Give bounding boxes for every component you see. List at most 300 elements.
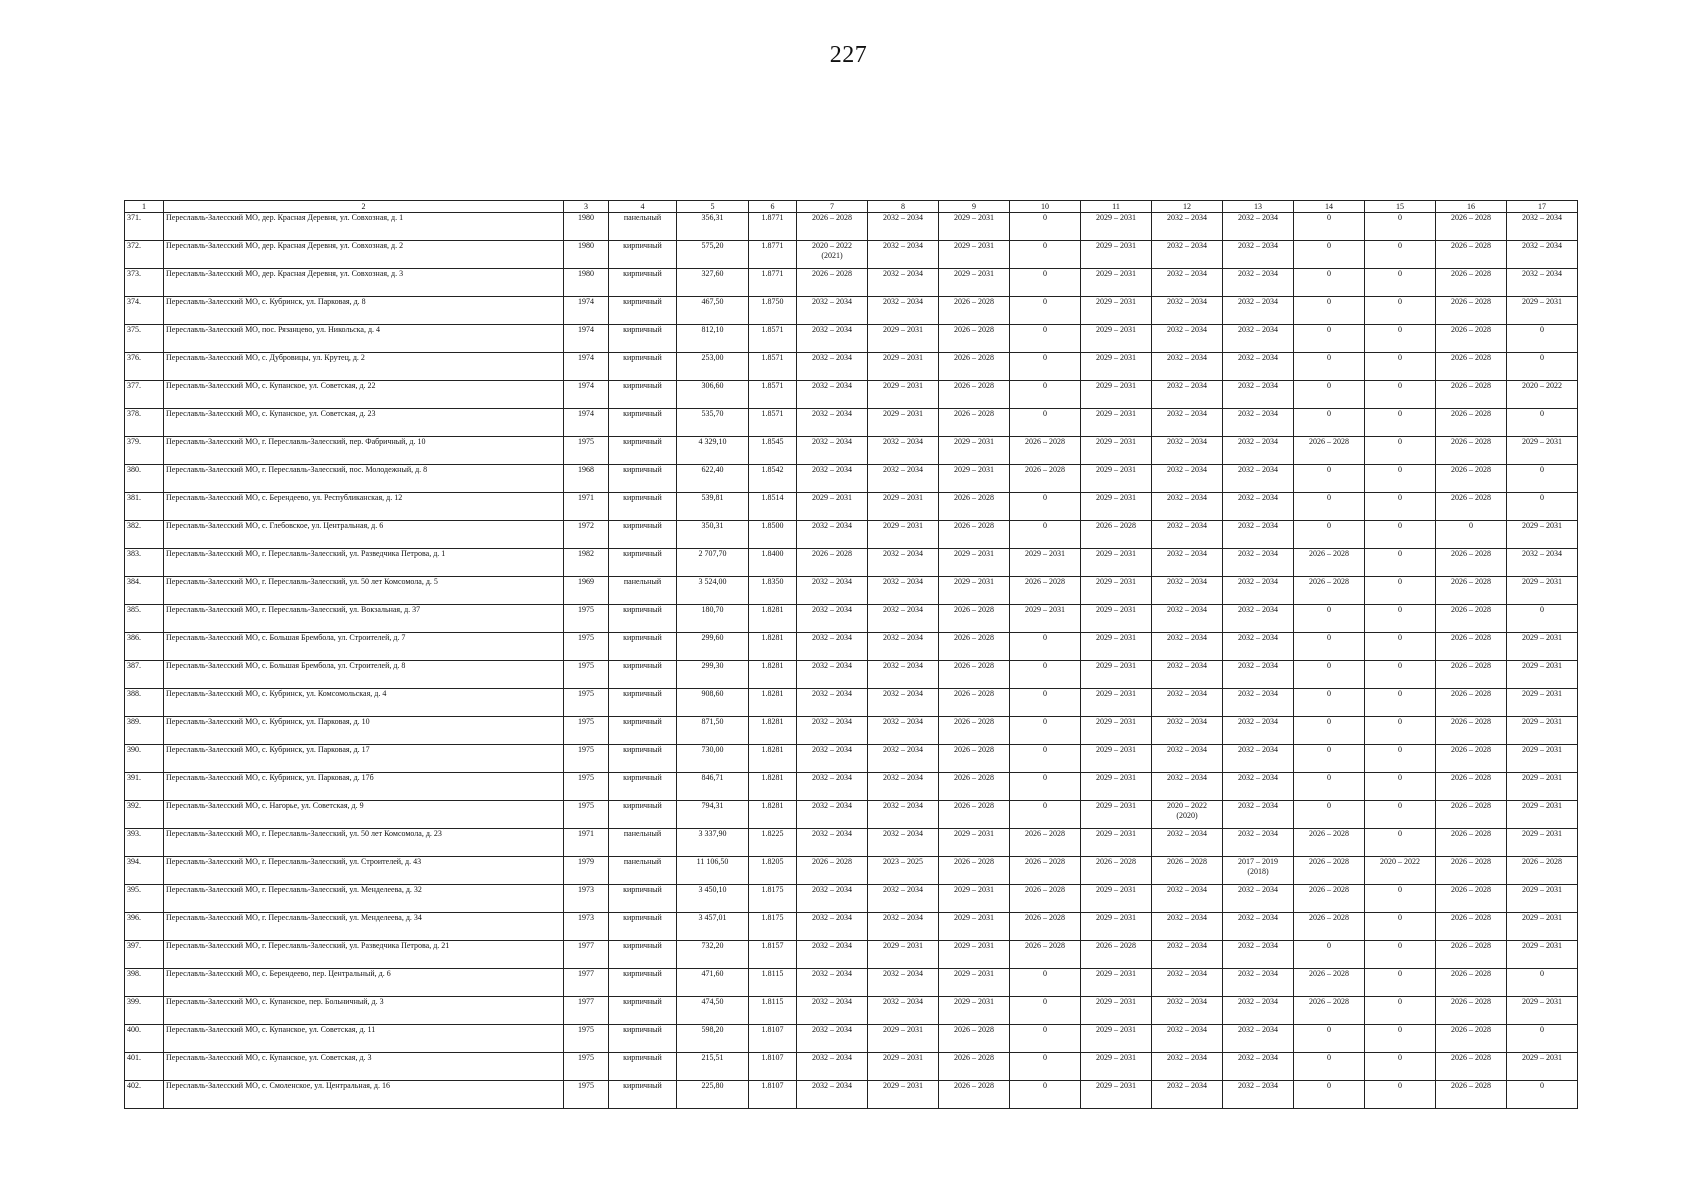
address-cell: Переславль-Залесский МО, с. Большая Брембола, ул. Строителей, д. 8 bbox=[164, 661, 564, 689]
table-cell: 2032 – 2034 bbox=[797, 577, 868, 605]
table-cell: 2026 – 2028 bbox=[1081, 521, 1152, 549]
table-cell: 2026 – 2028 bbox=[1294, 577, 1365, 605]
table-cell: 2026 – 2028 bbox=[1294, 913, 1365, 941]
table-cell: кирпичный bbox=[609, 1081, 677, 1109]
table-cell: 2032 – 2034 bbox=[797, 465, 868, 493]
table-cell: 2029 – 2031 bbox=[1507, 801, 1578, 829]
table-cell: 2029 – 2031 bbox=[1081, 269, 1152, 297]
table-cell: 2026 – 2028 bbox=[939, 325, 1010, 353]
table-cell: 2026 – 2028 bbox=[1436, 1053, 1507, 1081]
table-cell: 2029 – 2031 bbox=[1081, 717, 1152, 745]
table-cell: 2029 – 2031 bbox=[939, 241, 1010, 269]
column-header-8: 8 bbox=[868, 201, 939, 213]
table-cell: 2026 – 2028 bbox=[1436, 325, 1507, 353]
row-number-cell: 402. bbox=[125, 1081, 164, 1109]
table-cell: 2032 – 2034 bbox=[1152, 297, 1223, 325]
table-cell: 2026 – 2028 bbox=[1436, 381, 1507, 409]
table-cell: 0 bbox=[1507, 493, 1578, 521]
table-cell: 2029 – 2031 bbox=[1081, 325, 1152, 353]
table-cell: 1.8771 bbox=[749, 269, 797, 297]
table-cell: 2026 – 2028 bbox=[1010, 465, 1081, 493]
row-number-cell: 373. bbox=[125, 269, 164, 297]
period-note-text: (2021) bbox=[821, 251, 843, 260]
table-cell: 0 bbox=[1010, 493, 1081, 521]
table-cell: 1968 bbox=[564, 465, 609, 493]
table-row bbox=[125, 1081, 1578, 1109]
table-cell: 1979 bbox=[564, 857, 609, 885]
table-cell: 2026 – 2028 bbox=[1010, 941, 1081, 969]
table-cell: 1975 bbox=[564, 437, 609, 465]
table-cell: 1980 bbox=[564, 269, 609, 297]
table-cell: 2032 – 2034 bbox=[1152, 773, 1223, 801]
table-cell: 350,31 bbox=[677, 521, 749, 549]
table-cell: 2029 – 2031 bbox=[1507, 633, 1578, 661]
table-cell: 2029 – 2031 bbox=[1507, 689, 1578, 717]
table-cell: 2026 – 2028 bbox=[1294, 549, 1365, 577]
table-cell: 2026 – 2028 bbox=[1436, 717, 1507, 745]
table-cell bbox=[1223, 857, 1294, 885]
table-row bbox=[125, 297, 1578, 325]
table-cell: 0 bbox=[1010, 633, 1081, 661]
table-cell: 535,70 bbox=[677, 409, 749, 437]
table-cell: 1975 bbox=[564, 1053, 609, 1081]
table-cell: 2032 – 2034 bbox=[1152, 1081, 1223, 1109]
row-number-cell: 398. bbox=[125, 969, 164, 997]
table-cell: 1975 bbox=[564, 717, 609, 745]
row-number-cell: 374. bbox=[125, 297, 164, 325]
period-note-text: (2018) bbox=[1247, 867, 1269, 876]
table-cell: 730,00 bbox=[677, 745, 749, 773]
table-cell: 0 bbox=[1294, 353, 1365, 381]
table-cell: 2032 – 2034 bbox=[1223, 605, 1294, 633]
period-note-text: (2020) bbox=[1176, 811, 1198, 820]
table-cell: 2032 – 2034 bbox=[1223, 577, 1294, 605]
table-cell: 0 bbox=[1010, 1053, 1081, 1081]
table-cell: 2032 – 2034 bbox=[1152, 997, 1223, 1025]
table-cell: 1.8107 bbox=[749, 1025, 797, 1053]
table-cell: 253,00 bbox=[677, 353, 749, 381]
row-number-cell: 388. bbox=[125, 689, 164, 717]
address-cell: Переславль-Залесский МО, г. Переславль-Залесский, ул. Менделеева, д. 34 bbox=[164, 913, 564, 941]
table-cell: 2026 – 2028 bbox=[1436, 633, 1507, 661]
column-number-header-row bbox=[125, 201, 1578, 213]
table-cell: 2029 – 2031 bbox=[1507, 577, 1578, 605]
table-cell: 2026 – 2028 bbox=[1436, 353, 1507, 381]
table-cell: 2032 – 2034 bbox=[1223, 437, 1294, 465]
table-cell: 0 bbox=[1365, 577, 1436, 605]
table-cell: кирпичный bbox=[609, 325, 677, 353]
table-row bbox=[125, 997, 1578, 1025]
table-cell: 2032 – 2034 bbox=[797, 717, 868, 745]
table-cell: 908,60 bbox=[677, 689, 749, 717]
row-number-cell: 390. bbox=[125, 745, 164, 773]
table-cell: 0 bbox=[1010, 269, 1081, 297]
table-cell: 2032 – 2034 bbox=[1152, 325, 1223, 353]
table-cell: 2026 – 2028 bbox=[797, 549, 868, 577]
table-cell: 0 bbox=[1507, 1081, 1578, 1109]
table-cell: 2032 – 2034 bbox=[1152, 969, 1223, 997]
table-cell: 2032 – 2034 bbox=[797, 969, 868, 997]
table-cell: 0 bbox=[1294, 241, 1365, 269]
column-header-15: 15 bbox=[1365, 201, 1436, 213]
table-cell: 1.8281 bbox=[749, 605, 797, 633]
table-cell: 2026 – 2028 bbox=[939, 1081, 1010, 1109]
table-cell: 1.8571 bbox=[749, 325, 797, 353]
table-cell: 2026 – 2028 bbox=[1436, 773, 1507, 801]
address-cell: Переславль-Залесский МО, г. Переславль-Залесский, пос. Молодежный, д. 8 bbox=[164, 465, 564, 493]
table-cell: 2029 – 2031 bbox=[1081, 829, 1152, 857]
table-cell: 1.8175 bbox=[749, 913, 797, 941]
address-cell: Переславль-Залесский МО, с. Купанское, ул. Советская, д. 3 bbox=[164, 1053, 564, 1081]
address-cell: Переславль-Залесский МО, с. Берендеево, ул. Республиканская, д. 12 bbox=[164, 493, 564, 521]
table-cell: 2032 – 2034 bbox=[1223, 633, 1294, 661]
table-cell: 1975 bbox=[564, 661, 609, 689]
table-cell: 2026 – 2028 bbox=[1436, 1025, 1507, 1053]
table-cell: 0 bbox=[1365, 437, 1436, 465]
table-cell: кирпичный bbox=[609, 913, 677, 941]
table-cell: 2026 – 2028 bbox=[1436, 689, 1507, 717]
table-cell: 2032 – 2034 bbox=[868, 689, 939, 717]
table-cell: 2026 – 2028 bbox=[1436, 885, 1507, 913]
table-cell: 1.8107 bbox=[749, 1081, 797, 1109]
table-cell: 2029 – 2031 bbox=[939, 997, 1010, 1025]
table-cell: 2032 – 2034 bbox=[797, 605, 868, 633]
table-cell: 2032 – 2034 bbox=[1152, 213, 1223, 241]
table-cell: 2032 – 2034 bbox=[1152, 661, 1223, 689]
row-number-cell: 375. bbox=[125, 325, 164, 353]
table-cell: 0 bbox=[1365, 381, 1436, 409]
table-cell: 0 bbox=[1507, 465, 1578, 493]
table-cell: 2026 – 2028 bbox=[939, 297, 1010, 325]
row-number-cell: 392. bbox=[125, 801, 164, 829]
table-cell: 1.8115 bbox=[749, 997, 797, 1025]
table-cell: 1973 bbox=[564, 913, 609, 941]
table-cell: 2029 – 2031 bbox=[939, 969, 1010, 997]
table-cell: 2029 – 2031 bbox=[939, 437, 1010, 465]
table-cell: 0 bbox=[1365, 773, 1436, 801]
table-cell: 1977 bbox=[564, 941, 609, 969]
table-cell: 2029 – 2031 bbox=[868, 381, 939, 409]
table-cell: кирпичный bbox=[609, 493, 677, 521]
row-number-cell: 400. bbox=[125, 1025, 164, 1053]
row-number-cell: 384. bbox=[125, 577, 164, 605]
row-number-cell: 394. bbox=[125, 857, 164, 885]
table-cell: 0 bbox=[1294, 465, 1365, 493]
row-number-cell: 372. bbox=[125, 241, 164, 269]
row-number-cell: 389. bbox=[125, 717, 164, 745]
row-number-cell: 393. bbox=[125, 829, 164, 857]
table-cell: 2026 – 2028 bbox=[1436, 857, 1507, 885]
table-cell: 2032 – 2034 bbox=[1223, 241, 1294, 269]
table-cell: 2029 – 2031 bbox=[797, 493, 868, 521]
table-cell: 2032 – 2034 bbox=[797, 941, 868, 969]
table-row bbox=[125, 269, 1578, 297]
page-number: 227 bbox=[829, 42, 868, 68]
table-cell: 0 bbox=[1365, 997, 1436, 1025]
table-cell: кирпичный bbox=[609, 241, 677, 269]
address-cell: Переславль-Залесский МО, г. Переславль-Залесский, ул. Разведчика Петрова, д. 1 bbox=[164, 549, 564, 577]
table-cell: 2032 – 2034 bbox=[1223, 269, 1294, 297]
table-cell: 2032 – 2034 bbox=[1223, 689, 1294, 717]
table-cell: 2026 – 2028 bbox=[1010, 857, 1081, 885]
table-cell: 0 bbox=[1365, 717, 1436, 745]
table-cell: 2032 – 2034 bbox=[1223, 521, 1294, 549]
table-cell: 0 bbox=[1507, 353, 1578, 381]
table-cell: 0 bbox=[1365, 885, 1436, 913]
table-cell: 0 bbox=[1294, 717, 1365, 745]
table-cell: 1.8771 bbox=[749, 241, 797, 269]
table-cell: 0 bbox=[1365, 213, 1436, 241]
table-cell: 1.8107 bbox=[749, 1053, 797, 1081]
table-row bbox=[125, 1025, 1578, 1053]
table-row bbox=[125, 689, 1578, 717]
table-cell: 2029 – 2031 bbox=[1507, 941, 1578, 969]
table-cell: 2032 – 2034 bbox=[1152, 1053, 1223, 1081]
table-cell: 2032 – 2034 bbox=[797, 1081, 868, 1109]
table-cell: 732,20 bbox=[677, 941, 749, 969]
table-cell: кирпичный bbox=[609, 801, 677, 829]
table-cell: 2032 – 2034 bbox=[1152, 1025, 1223, 1053]
table-cell: 2032 – 2034 bbox=[868, 437, 939, 465]
table-cell: 0 bbox=[1365, 661, 1436, 689]
column-header-12: 12 bbox=[1152, 201, 1223, 213]
table-cell: 3 337,90 bbox=[677, 829, 749, 857]
row-number-cell: 387. bbox=[125, 661, 164, 689]
table-cell: 1974 bbox=[564, 325, 609, 353]
table-cell: 2032 – 2034 bbox=[1223, 829, 1294, 857]
table-cell: 0 bbox=[1294, 1053, 1365, 1081]
table-cell: 0 bbox=[1294, 325, 1365, 353]
table-cell: 2026 – 2028 bbox=[939, 661, 1010, 689]
table-cell: 0 bbox=[1010, 969, 1081, 997]
table-cell: кирпичный bbox=[609, 717, 677, 745]
table-cell: 2029 – 2031 bbox=[1081, 549, 1152, 577]
table-cell: 2032 – 2034 bbox=[1223, 465, 1294, 493]
row-number-cell: 371. bbox=[125, 213, 164, 241]
table-cell: 467,50 bbox=[677, 297, 749, 325]
table-cell: 2032 – 2034 bbox=[1507, 213, 1578, 241]
table-cell: 598,20 bbox=[677, 1025, 749, 1053]
table-cell: 1.8281 bbox=[749, 717, 797, 745]
table-cell: 0 bbox=[1365, 689, 1436, 717]
table-row bbox=[125, 829, 1578, 857]
table-cell: 1971 bbox=[564, 493, 609, 521]
table-cell: 180,70 bbox=[677, 605, 749, 633]
table-cell: 0 bbox=[1010, 1081, 1081, 1109]
table-cell: 0 bbox=[1010, 409, 1081, 437]
table-cell: 2026 – 2028 bbox=[939, 745, 1010, 773]
table-cell: 1.8350 bbox=[749, 577, 797, 605]
table-cell: 2032 – 2034 bbox=[868, 213, 939, 241]
table-cell: 2029 – 2031 bbox=[1081, 353, 1152, 381]
table-cell: 575,20 bbox=[677, 241, 749, 269]
table-cell: 2032 – 2034 bbox=[1152, 241, 1223, 269]
table-cell: 0 bbox=[1365, 801, 1436, 829]
table-cell: 2029 – 2031 bbox=[1081, 661, 1152, 689]
table-cell: 846,71 bbox=[677, 773, 749, 801]
table-cell: 2026 – 2028 bbox=[1436, 829, 1507, 857]
address-cell: Переславль-Залесский МО, дер. Красная Деревня, ул. Совхозная, д. 2 bbox=[164, 241, 564, 269]
table-cell: 2032 – 2034 bbox=[797, 381, 868, 409]
table-cell: 0 bbox=[1010, 1025, 1081, 1053]
table-cell: 2032 – 2034 bbox=[868, 801, 939, 829]
table-cell: 1.8500 bbox=[749, 521, 797, 549]
table-cell: 1.8281 bbox=[749, 745, 797, 773]
table-cell: 0 bbox=[1294, 633, 1365, 661]
table-cell: 2026 – 2028 bbox=[1010, 577, 1081, 605]
table-cell: 0 bbox=[1507, 409, 1578, 437]
address-cell: Переславль-Залесский МО, с. Нагорье, ул. Советская, д. 9 bbox=[164, 801, 564, 829]
table-cell: 1974 bbox=[564, 353, 609, 381]
table-cell: 2029 – 2031 bbox=[1081, 1053, 1152, 1081]
table-cell: 11 106,50 bbox=[677, 857, 749, 885]
table-cell: 0 bbox=[1010, 717, 1081, 745]
table-cell: 1.8281 bbox=[749, 689, 797, 717]
table-cell: 1977 bbox=[564, 997, 609, 1025]
housing-repair-schedule-table bbox=[124, 200, 1578, 1109]
table-cell: 2032 – 2034 bbox=[797, 409, 868, 437]
table-cell: 1974 bbox=[564, 409, 609, 437]
table-cell: 2032 – 2034 bbox=[797, 1025, 868, 1053]
table-cell: 2032 – 2034 bbox=[868, 661, 939, 689]
table-cell: 0 bbox=[1365, 829, 1436, 857]
table-cell: 2032 – 2034 bbox=[868, 465, 939, 493]
table-cell: 1.8571 bbox=[749, 353, 797, 381]
column-header-9: 9 bbox=[939, 201, 1010, 213]
table-cell: 0 bbox=[1010, 325, 1081, 353]
table-cell: 2032 – 2034 bbox=[1223, 941, 1294, 969]
table-cell: 3 457,01 bbox=[677, 913, 749, 941]
table-cell: кирпичный bbox=[609, 409, 677, 437]
table-row bbox=[125, 465, 1578, 493]
address-cell: Переславль-Залесский МО, г. Переславль-Залесский, пер. Фабричный, д. 10 bbox=[164, 437, 564, 465]
table-cell: 2026 – 2028 bbox=[939, 605, 1010, 633]
column-header-14: 14 bbox=[1294, 201, 1365, 213]
table-row bbox=[125, 801, 1578, 829]
table-cell: 1975 bbox=[564, 689, 609, 717]
row-number-cell: 391. bbox=[125, 773, 164, 801]
table-cell: 2026 – 2028 bbox=[939, 1053, 1010, 1081]
table-cell: 2029 – 2031 bbox=[939, 885, 1010, 913]
table-cell: кирпичный bbox=[609, 941, 677, 969]
table-cell: 2026 – 2028 bbox=[1010, 829, 1081, 857]
table-cell: 2026 – 2028 bbox=[939, 689, 1010, 717]
row-number-cell: 385. bbox=[125, 605, 164, 633]
table-cell: 1.8514 bbox=[749, 493, 797, 521]
table-cell: 2029 – 2031 bbox=[1081, 745, 1152, 773]
table-cell: 2029 – 2031 bbox=[939, 213, 1010, 241]
column-header-13: 13 bbox=[1223, 201, 1294, 213]
table-cell: 2032 – 2034 bbox=[1223, 717, 1294, 745]
table-cell: 0 bbox=[1010, 381, 1081, 409]
table-cell: 2029 – 2031 bbox=[1081, 241, 1152, 269]
table-cell: кирпичный bbox=[609, 605, 677, 633]
table-cell: 794,31 bbox=[677, 801, 749, 829]
table-cell: 2029 – 2031 bbox=[1081, 409, 1152, 437]
table-cell: 2026 – 2028 bbox=[939, 801, 1010, 829]
table-cell: 2029 – 2031 bbox=[1010, 605, 1081, 633]
table-cell: 2029 – 2031 bbox=[1081, 437, 1152, 465]
table-row bbox=[125, 633, 1578, 661]
table-cell: 2029 – 2031 bbox=[1081, 969, 1152, 997]
column-header-10: 10 bbox=[1010, 201, 1081, 213]
table-cell: 2026 – 2028 bbox=[1436, 941, 1507, 969]
row-number-cell: 383. bbox=[125, 549, 164, 577]
table-cell: 0 bbox=[1294, 1081, 1365, 1109]
table-cell: 2032 – 2034 bbox=[797, 913, 868, 941]
table-cell: 2029 – 2031 bbox=[939, 269, 1010, 297]
row-number-cell: 397. bbox=[125, 941, 164, 969]
table-cell: 2032 – 2034 bbox=[868, 269, 939, 297]
table-cell: 1971 bbox=[564, 829, 609, 857]
table-row bbox=[125, 1053, 1578, 1081]
table-cell: панельный bbox=[609, 829, 677, 857]
table-cell: 2026 – 2028 bbox=[1507, 857, 1578, 885]
table-cell: 299,60 bbox=[677, 633, 749, 661]
table-cell: 0 bbox=[1365, 913, 1436, 941]
column-header-3: 3 bbox=[564, 201, 609, 213]
table-cell: 0 bbox=[1365, 353, 1436, 381]
table-cell: 2026 – 2028 bbox=[1436, 577, 1507, 605]
table-cell: 2032 – 2034 bbox=[1223, 213, 1294, 241]
table-cell: 0 bbox=[1507, 969, 1578, 997]
table-cell: 0 bbox=[1294, 801, 1365, 829]
table-cell: 2026 – 2028 bbox=[939, 633, 1010, 661]
row-number-cell: 376. bbox=[125, 353, 164, 381]
table-cell: 2029 – 2031 bbox=[1507, 997, 1578, 1025]
table-cell: 0 bbox=[1365, 605, 1436, 633]
table-cell: 2029 – 2031 bbox=[1081, 689, 1152, 717]
table-cell: 2032 – 2034 bbox=[1507, 241, 1578, 269]
table-row bbox=[125, 241, 1578, 269]
table-cell: 2032 – 2034 bbox=[1152, 633, 1223, 661]
table-cell: 1975 bbox=[564, 773, 609, 801]
table-cell: 0 bbox=[1294, 689, 1365, 717]
table-cell: 2026 – 2028 bbox=[939, 1025, 1010, 1053]
address-cell: Переславль-Залесский МО, с. Большая Брембола, ул. Строителей, д. 7 bbox=[164, 633, 564, 661]
table-cell: 2032 – 2034 bbox=[797, 997, 868, 1025]
table-cell: 2032 – 2034 bbox=[797, 297, 868, 325]
table-cell: 2032 – 2034 bbox=[1223, 353, 1294, 381]
table-cell: 0 bbox=[1365, 549, 1436, 577]
table-row bbox=[125, 913, 1578, 941]
column-header-4: 4 bbox=[609, 201, 677, 213]
table-cell: 327,60 bbox=[677, 269, 749, 297]
table-cell: 2032 – 2034 bbox=[1223, 1053, 1294, 1081]
table-cell: 1.8281 bbox=[749, 661, 797, 689]
table-cell: 0 bbox=[1010, 241, 1081, 269]
table-cell: 2023 – 2025 bbox=[868, 857, 939, 885]
row-number-cell: 378. bbox=[125, 409, 164, 437]
table-cell bbox=[1152, 801, 1223, 829]
table-cell: 2032 – 2034 bbox=[868, 297, 939, 325]
table-cell: 2032 – 2034 bbox=[797, 633, 868, 661]
column-header-1: 1 bbox=[125, 201, 164, 213]
table-cell: 2032 – 2034 bbox=[868, 773, 939, 801]
table-cell: 0 bbox=[1010, 773, 1081, 801]
table-cell: 2032 – 2034 bbox=[1152, 829, 1223, 857]
table-cell: 0 bbox=[1365, 297, 1436, 325]
table-cell: 2032 – 2034 bbox=[1223, 549, 1294, 577]
table-cell: 2026 – 2028 bbox=[1436, 297, 1507, 325]
table-cell: кирпичный bbox=[609, 1053, 677, 1081]
table-cell: 2026 – 2028 bbox=[1294, 885, 1365, 913]
table-cell: 1982 bbox=[564, 549, 609, 577]
table-cell: 2029 – 2031 bbox=[868, 941, 939, 969]
table-cell: 2032 – 2034 bbox=[1223, 409, 1294, 437]
table-cell: 0 bbox=[1365, 1081, 1436, 1109]
table-row bbox=[125, 521, 1578, 549]
